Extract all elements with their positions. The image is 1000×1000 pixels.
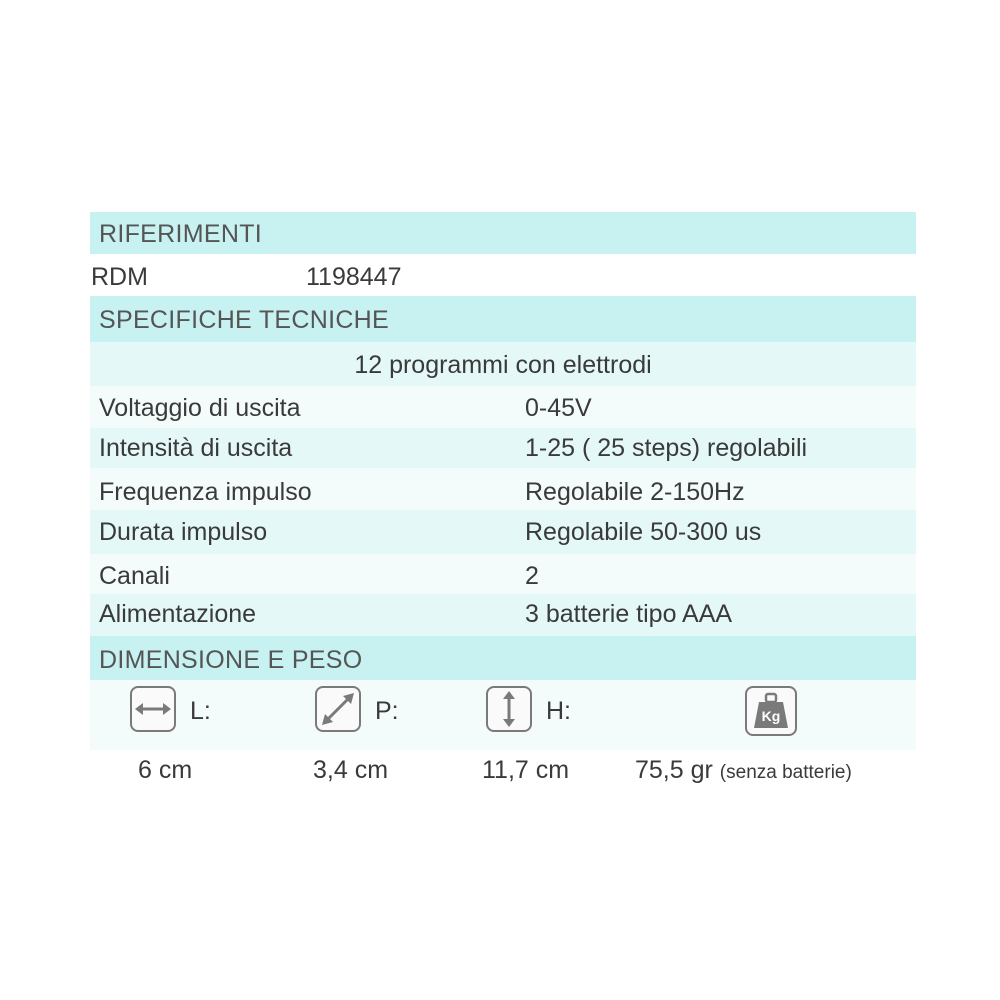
spec-value: Regolabile 2-150Hz (525, 478, 745, 506)
depth-value: 3,4 cm (313, 756, 389, 784)
weight-value: 75,5 gr (635, 756, 713, 784)
reference-row (90, 254, 916, 296)
spec-row (90, 386, 916, 428)
spec-label: Durata impulso (99, 518, 268, 546)
spec-value: 3 batterie tipo AAA (525, 600, 733, 628)
spec-label: Alimentazione (99, 600, 257, 628)
spec-label: Voltaggio di uscita (99, 394, 301, 422)
spec-label: Canali (99, 562, 170, 590)
section-title: SPECIFICHE TECNICHE (99, 306, 390, 334)
spec-label: Frequenza impulso (99, 478, 312, 506)
section-header-dimensioni (90, 636, 916, 680)
height-arrows-icon (486, 686, 532, 732)
spec-value: 2 (525, 562, 539, 590)
weight-value-group (635, 756, 852, 785)
spec-row (90, 510, 916, 554)
programs-text: 12 programmi con elettrodi (354, 351, 652, 379)
height-label: H: (546, 697, 571, 725)
section-header-riferimenti (90, 212, 916, 254)
spec-value: 1-25 ( 25 steps) regolabili (525, 434, 808, 462)
spec-row (90, 428, 916, 468)
width-arrows-icon (130, 686, 176, 732)
length-value: 6 cm (138, 756, 193, 784)
spec-value: Regolabile 50-300 us (525, 518, 762, 546)
kg-weight-icon (745, 686, 797, 736)
section-header-specifiche (90, 296, 916, 342)
diagonal-arrows-icon (315, 686, 361, 732)
dimension-icons-row (90, 680, 916, 750)
reference-label: RDM (91, 263, 148, 291)
dimension-values-row (90, 750, 916, 792)
section-title: RIFERIMENTI (99, 220, 263, 248)
spec-sheet (90, 212, 916, 792)
reference-value: 1198447 (306, 263, 402, 291)
spec-row (90, 468, 916, 510)
depth-label: P: (375, 697, 399, 725)
weight-note: (senza batterie) (719, 762, 852, 783)
spec-row (90, 554, 916, 594)
spec-label: Intensità di uscita (99, 434, 293, 462)
programs-row (90, 342, 916, 386)
spec-value: 0-45V (525, 394, 592, 422)
section-title: DIMENSIONE E PESO (99, 646, 363, 674)
length-label: L: (190, 697, 211, 725)
height-value: 11,7 cm (482, 756, 570, 784)
spec-row (90, 594, 916, 636)
kg-icon-text: Kg (761, 708, 781, 724)
